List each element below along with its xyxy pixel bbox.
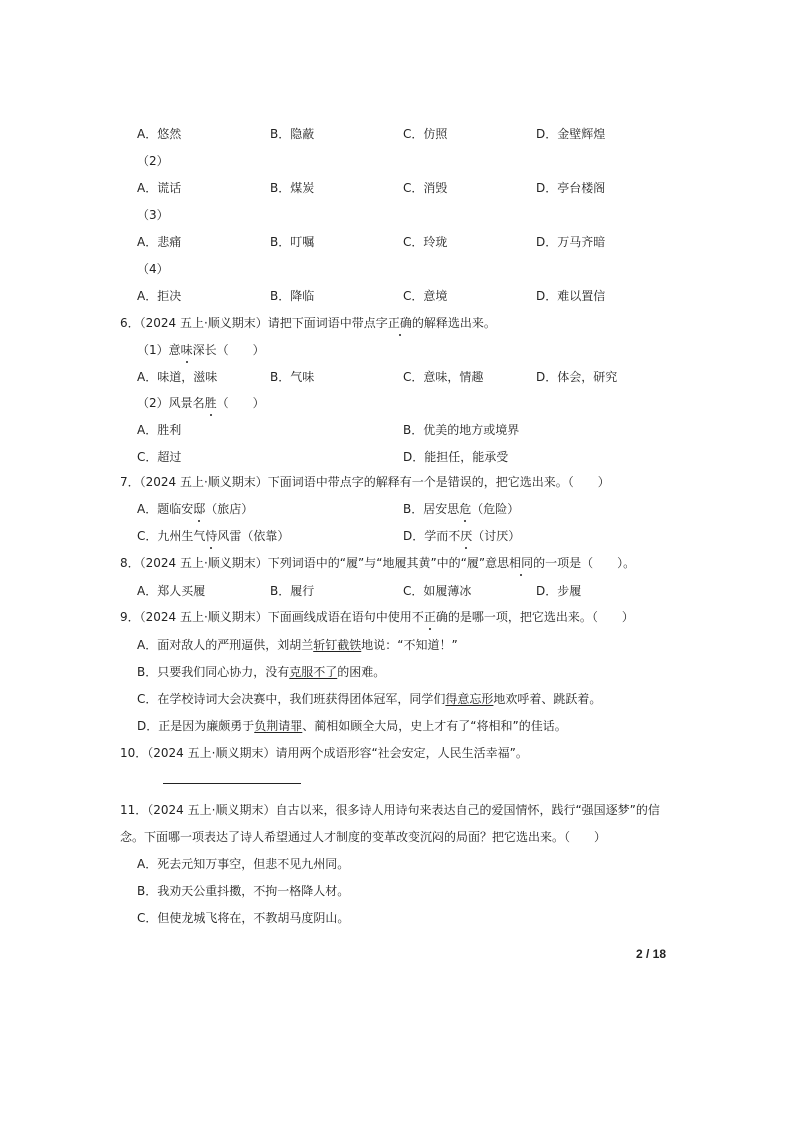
underlined-idiom: 得意忘形 bbox=[445, 692, 494, 706]
q5-sub-4: （4） bbox=[137, 262, 169, 276]
option-c: C．九州生气恃风雷（依靠） bbox=[137, 529, 290, 543]
option-c: C．玲珑 bbox=[403, 235, 448, 249]
option-b: B．优美的地方或境界 bbox=[403, 423, 520, 437]
q9-option-a: A．面对敌人的严刑逼供，刘胡兰斩钉截铁地说：“不知道！” bbox=[137, 638, 458, 652]
option-d: D．能担任，能承受 bbox=[403, 450, 509, 464]
option-b: B．履行 bbox=[270, 584, 315, 598]
dotted-char: 危 bbox=[459, 502, 472, 516]
option-a: A．拒决 bbox=[137, 289, 182, 303]
underlined-idiom: 斩钉截铁 bbox=[313, 638, 362, 652]
q9-option-c: C．在学校诗词大会决赛中，我们班获得团体冠军，同学们得意忘形地欢呼着、跳跃着。 bbox=[137, 692, 602, 706]
answer-blank-line[interactable] bbox=[163, 783, 301, 784]
option-c: C．消毁 bbox=[403, 181, 448, 195]
q11-option-b: B．我劝天公重抖擞，不拘一格降人材。 bbox=[137, 884, 350, 898]
q8-stem: 8．（2024 五上·顺义期末）下列词语中的“履”与“地履其黄”中的“履”意思相同的一项是（ ）。 bbox=[120, 556, 636, 570]
q9-option-b: B．只要我们同心协力，没有克服不了的困难。 bbox=[137, 665, 386, 679]
option-a: A．郑人买履 bbox=[137, 584, 206, 598]
option-c: C．如履薄冰 bbox=[403, 584, 472, 598]
option-d: D．体会，研究 bbox=[536, 370, 618, 384]
option-d: D．学而不厌（讨厌） bbox=[403, 529, 521, 543]
option-a: A．谎话 bbox=[137, 181, 182, 195]
option-d: D．万马齐暗 bbox=[536, 235, 606, 249]
q11-stem-line-2: 念。下面哪一项表达了诗人希望通过人才制度的变革改变沉闷的局面？把它选出来。（ ） bbox=[120, 830, 607, 844]
q6-sub-1: （1）意味深长（ ） bbox=[137, 343, 265, 357]
page-number: 2 / 18 bbox=[636, 947, 667, 961]
option-a: A．悲痛 bbox=[137, 235, 182, 249]
option-a: A．题临安邸（旅店） bbox=[137, 502, 254, 516]
option-d: D．难以置信 bbox=[536, 289, 606, 303]
emphasis-mark: 相同 bbox=[509, 556, 534, 570]
dotted-char: 胜 bbox=[204, 396, 217, 410]
q5-sub-2: （2） bbox=[137, 154, 169, 168]
q9-stem: 9．（2024 五上·顺义期末）下面画线成语在语句中使用不正确的是哪一项，把它选出来。（ ） bbox=[120, 610, 634, 624]
q6-stem: 6．（2024 五上·顺义期末）请把下面词语中带点字正确的解释选出来。 bbox=[120, 316, 496, 330]
q11-option-a: A．死去元知万事空，但悲不见九州同。 bbox=[137, 857, 350, 871]
q11-stem-line-1: 11．（2024 五上·顺义期末）自古以来，很多诗人用诗句来表达自己的爱国情怀，践行“强国逐梦”的信 bbox=[120, 803, 660, 817]
dotted-char: 恃 bbox=[205, 529, 218, 543]
option-c: C．超过 bbox=[137, 450, 182, 464]
dotted-char: 邸 bbox=[193, 502, 206, 516]
option-b: B．煤炭 bbox=[270, 181, 315, 195]
emphasis-mark: 正确 bbox=[387, 316, 412, 330]
option-c: C．意味，情趣 bbox=[403, 370, 484, 384]
underlined-idiom: 负荆请罪 bbox=[254, 719, 303, 733]
option-c: C．意境 bbox=[403, 289, 448, 303]
option-b: B．隐蔽 bbox=[270, 127, 315, 141]
q9-option-d: D．正是因为廉颇勇于负荆请罪、蔺相如顾全大局，史上才有了“将相和”的佳话。 bbox=[137, 719, 567, 733]
option-b: B．气味 bbox=[270, 370, 315, 384]
option-b: B．叮嘱 bbox=[270, 235, 315, 249]
option-b: B．降临 bbox=[270, 289, 315, 303]
emphasis-mark: 不正确 bbox=[411, 610, 448, 624]
option-a: A．味道，滋味 bbox=[137, 370, 218, 384]
option-d: D．步履 bbox=[536, 584, 582, 598]
dotted-char: 厌 bbox=[460, 529, 473, 543]
q7-stem: 7．（2024 五上·顺义期末）下面词语中带点字的解释有一个是错误的，把它选出来。（ ） bbox=[120, 475, 610, 489]
option-b: B．居安思危（危险） bbox=[403, 502, 520, 516]
underlined-idiom: 克服不了 bbox=[289, 665, 338, 679]
option-d: D．亭台楼阁 bbox=[536, 181, 606, 195]
q10-stem: 10．（2024 五上·顺义期末）请用两个成语形容“社会安定，人民生活幸福”。 bbox=[120, 746, 528, 760]
dotted-char: 味 bbox=[180, 343, 193, 357]
option-a: A．胜利 bbox=[137, 423, 182, 437]
q11-option-c: C．但使龙城飞将在，不教胡马度阴山。 bbox=[137, 911, 350, 925]
option-c: C．仿照 bbox=[403, 127, 448, 141]
option-a: A．悠然 bbox=[137, 127, 182, 141]
option-d: D．金壁辉煌 bbox=[536, 127, 606, 141]
q5-sub-3: （3） bbox=[137, 208, 169, 222]
q6-sub-2: （2）风景名胜（ ） bbox=[137, 396, 265, 410]
